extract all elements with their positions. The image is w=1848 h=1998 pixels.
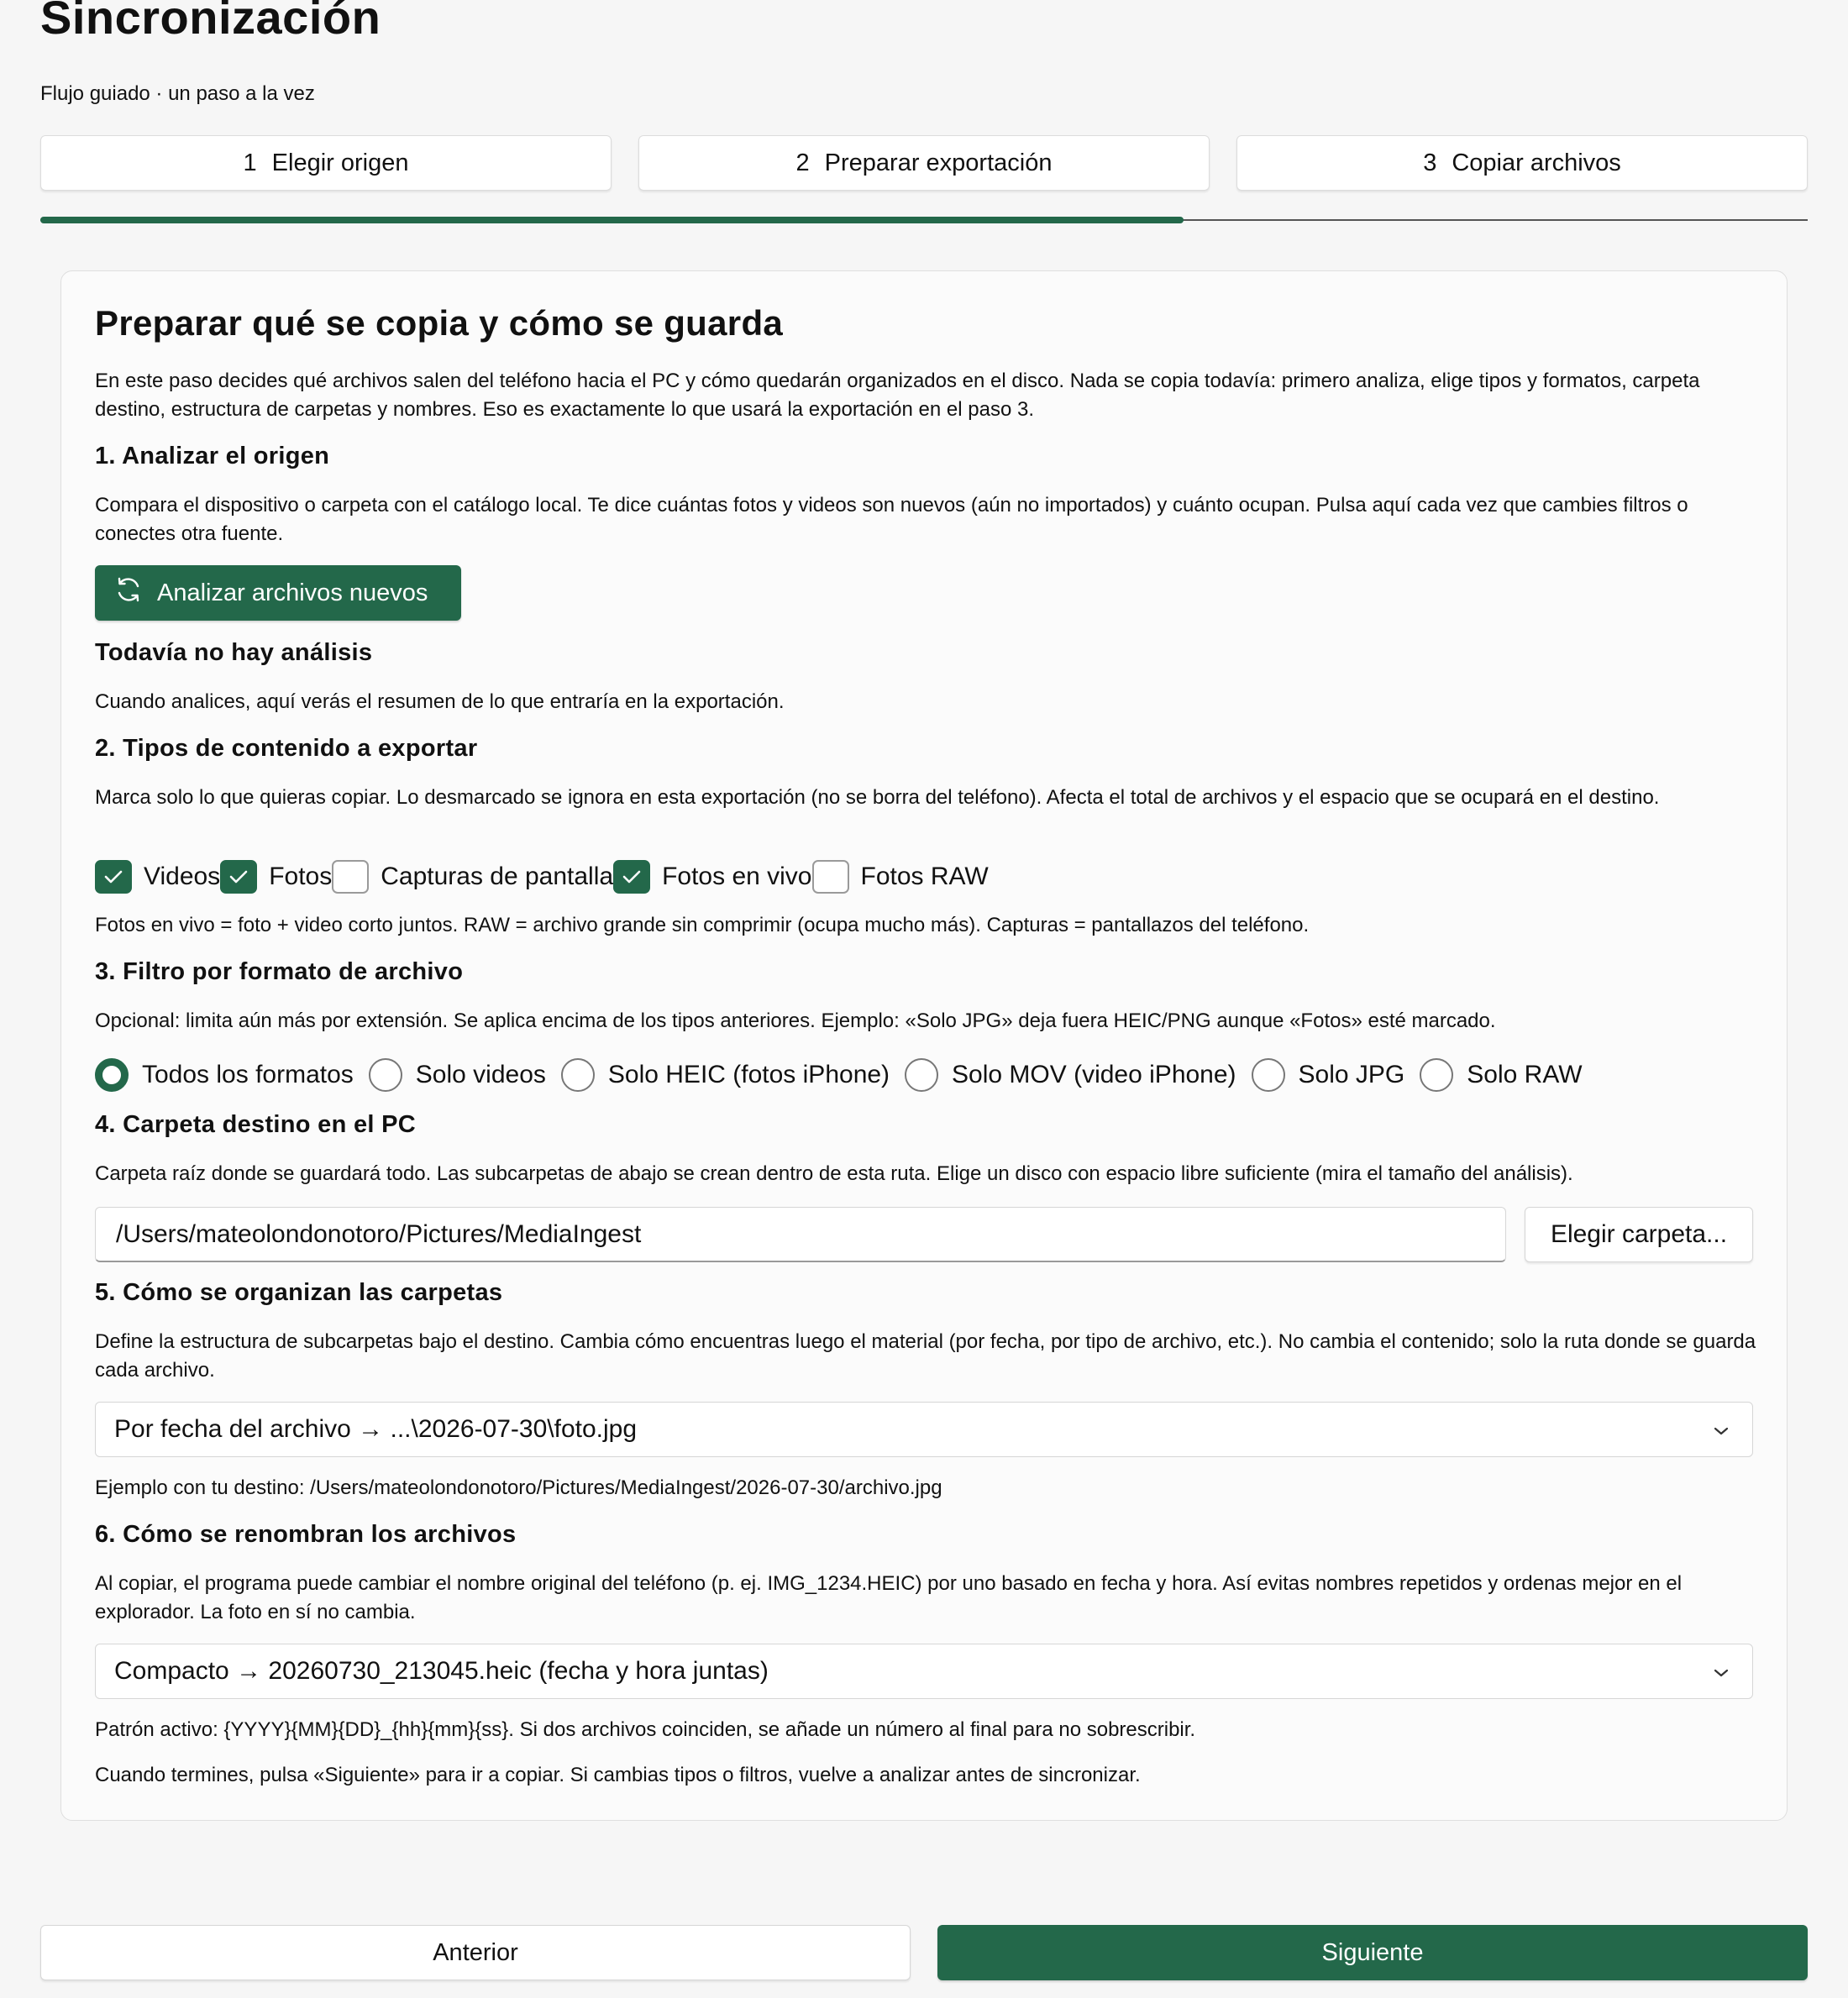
section-format-desc: Opcional: limita aún más por extensión. Se aplica encima de los tipos anteriores. Ejemplo: «Solo JPG» deja fuera HEIC/PNG aunque «Fotos» esté marcado. <box>95 1009 1496 1032</box>
section-folders-desc: Define la estructura de subcarpetas bajo el destino. Cambia cómo encuentras luego el material (por fecha, por tipo de archivo, etc.). No cambia el contenido; solo la ruta donde se guarda cada archivo. <box>95 1330 1756 1382</box>
checkbox-fotos-raw[interactable] <box>812 860 989 894</box>
radio-circle[interactable] <box>1420 1058 1453 1092</box>
folder-structure-value: Por fecha del archivo → ...\2026-07-30\foto.jpg <box>114 1415 638 1443</box>
progress-fill <box>40 217 1184 223</box>
section-types-note: Fotos en vivo = foto + video corto juntos. RAW = archivo grande sin comprimir (ocupa mucho más). Capturas = pantallazos del teléfono. <box>95 914 1310 936</box>
section-rename-title: 6. Cómo se renombran los archivos <box>95 1521 517 1548</box>
folder-example: Ejemplo con tu destino: /Users/mateolondonotoro/Pictures/MediaIngest/2026-07-30/archivo.jpg <box>95 1476 942 1499</box>
radio-circle[interactable] <box>561 1058 595 1092</box>
stepper <box>40 135 1808 191</box>
next-button[interactable]: Siguiente <box>937 1925 1808 1980</box>
checkbox-label: Videos <box>144 863 221 890</box>
chevron-down-icon <box>1712 1657 1730 1686</box>
radio-circle[interactable] <box>369 1058 402 1092</box>
step-2-tab[interactable] <box>638 135 1210 191</box>
step-label: Preparar exportación <box>824 149 1053 176</box>
analysis-empty-desc: Cuando analices, aquí verás el resumen de lo que entraría en la exportación. <box>95 690 785 713</box>
step-number: 1 <box>243 149 257 176</box>
section-analyze-title: 1. Analizar el origen <box>95 443 330 469</box>
content-type-checkboxes <box>95 857 989 896</box>
back-button[interactable]: Anterior <box>40 1925 911 1980</box>
checkbox-label: Fotos RAW <box>860 863 989 890</box>
checkbox-fotos-en-vivo[interactable] <box>613 860 811 894</box>
checkbox-videos[interactable] <box>95 860 220 894</box>
analysis-empty-title: Todavía no hay análisis <box>95 639 373 666</box>
section-destination-title: 4. Carpeta destino en el PC <box>95 1111 416 1138</box>
checkbox-checked[interactable] <box>220 860 257 894</box>
radio-solo-mov[interactable] <box>905 1058 1236 1092</box>
radio-label: Solo videos <box>415 1061 546 1088</box>
step-label: Elegir origen <box>271 149 409 176</box>
checkbox-checked[interactable] <box>95 860 132 894</box>
step-card <box>60 270 1788 1821</box>
step-number: 2 <box>795 149 810 176</box>
radio-label: Solo MOV (video iPhone) <box>952 1061 1236 1088</box>
card-intro: En este paso decides qué archivos salen del teléfono hacia el PC y cómo quedarán organizados en el disco. Nada se copia todavía: primero analiza, elige tipos y formatos, carpeta destino, estructura de carpetas y nombres. Eso es exactamente lo que usará la exportación en el paso 3. <box>95 370 1700 421</box>
section-rename-desc: Al copiar, el programa puede cambiar el nombre original del teléfono (p. ej. IMG_1234.HEIC) por uno basado en fecha y hora. Así evitas nombres repetidos y ordenas mejor en el explorador. La foto en sí no cambia. <box>95 1572 1683 1623</box>
page-subtitle: Flujo guiado · un paso a la vez <box>40 82 315 105</box>
radio-label: Todos los formatos <box>142 1061 354 1088</box>
radio-selected[interactable] <box>95 1058 129 1092</box>
radio-label: Solo HEIC (fotos iPhone) <box>607 1061 890 1088</box>
section-types-desc: Marca solo lo que quieras copiar. Lo desmarcado se ignora en esta exportación (no se borra del teléfono). Afecta el total de archivos y el espacio que se ocupará en el destino. <box>95 786 1660 809</box>
radio-todos-formatos[interactable] <box>95 1058 354 1092</box>
step-1-tab[interactable] <box>40 135 612 191</box>
analyze-button-label: Analizar archivos nuevos <box>157 579 428 606</box>
checkbox-capturas[interactable] <box>332 860 613 894</box>
folder-structure-select[interactable] <box>95 1402 1753 1457</box>
checkbox-box[interactable] <box>332 860 369 894</box>
rename-pattern-note: Patrón activo: {YYYY}{MM}{DD}_{hh}{mm}{ss}. Si dos archivos coinciden, se añade un número al final para no sobrescribir. <box>95 1718 1196 1741</box>
radio-label: Solo RAW <box>1467 1061 1583 1088</box>
step-number: 3 <box>1423 149 1437 176</box>
radio-label: Solo JPG <box>1298 1061 1405 1088</box>
section-destination-desc: Carpeta raíz donde se guardará todo. Las subcarpetas de abajo se crean dentro de esta ruta. Elige un disco con espacio libre suficiente (mira el tamaño del análisis). <box>95 1162 1573 1185</box>
checkbox-checked[interactable] <box>613 860 650 894</box>
refresh-icon <box>113 574 144 611</box>
destination-path-value: /Users/mateolondonotoro/Pictures/MediaIngest <box>116 1219 642 1248</box>
card-footer-note: Cuando termines, pulsa «Siguiente» para ir a copiar. Si cambias tipos o filtros, vuelve a analizar antes de sincronizar. <box>95 1764 1141 1786</box>
step-label: Copiar archivos <box>1452 149 1621 176</box>
destination-path-input[interactable] <box>95 1207 1506 1262</box>
radio-solo-heic[interactable] <box>561 1058 890 1092</box>
radio-circle[interactable] <box>1252 1058 1285 1092</box>
checkbox-box[interactable] <box>812 860 849 894</box>
checkbox-label: Capturas de pantalla <box>381 863 614 890</box>
radio-solo-jpg[interactable] <box>1252 1058 1405 1092</box>
chevron-down-icon <box>1712 1415 1730 1444</box>
section-format-title: 3. Filtro por formato de archivo <box>95 958 464 985</box>
choose-folder-button[interactable]: Elegir carpeta... <box>1525 1207 1753 1262</box>
format-radio-group <box>95 1056 1598 1094</box>
section-types-title: 2. Tipos de contenido a exportar <box>95 735 478 762</box>
page-title: Sincronización <box>40 0 381 44</box>
step-3-tab[interactable] <box>1236 135 1808 191</box>
section-folders-title: 5. Cómo se organizan las carpetas <box>95 1279 503 1306</box>
radio-circle[interactable] <box>905 1058 938 1092</box>
checkbox-fotos[interactable] <box>220 860 332 894</box>
analyze-button[interactable] <box>95 565 461 621</box>
rename-pattern-value: Compacto → 20260730_213045.heic (fecha y hora juntas) <box>114 1657 769 1685</box>
checkbox-label: Fotos <box>269 863 333 890</box>
radio-solo-videos[interactable] <box>369 1058 546 1092</box>
card-title: Preparar qué se copia y cómo se guarda <box>95 303 784 343</box>
section-analyze-desc: Compara el dispositivo o carpeta con el catálogo local. Te dice cuántas fotos y videos son nuevos (aún no importados) y cuánto ocupan. Pulsa aquí cada vez que cambies filtros o conectes otra fuente. <box>95 494 1688 545</box>
rename-pattern-select[interactable] <box>95 1644 1753 1699</box>
checkbox-label: Fotos en vivo <box>662 863 812 890</box>
radio-solo-raw[interactable] <box>1420 1058 1582 1092</box>
